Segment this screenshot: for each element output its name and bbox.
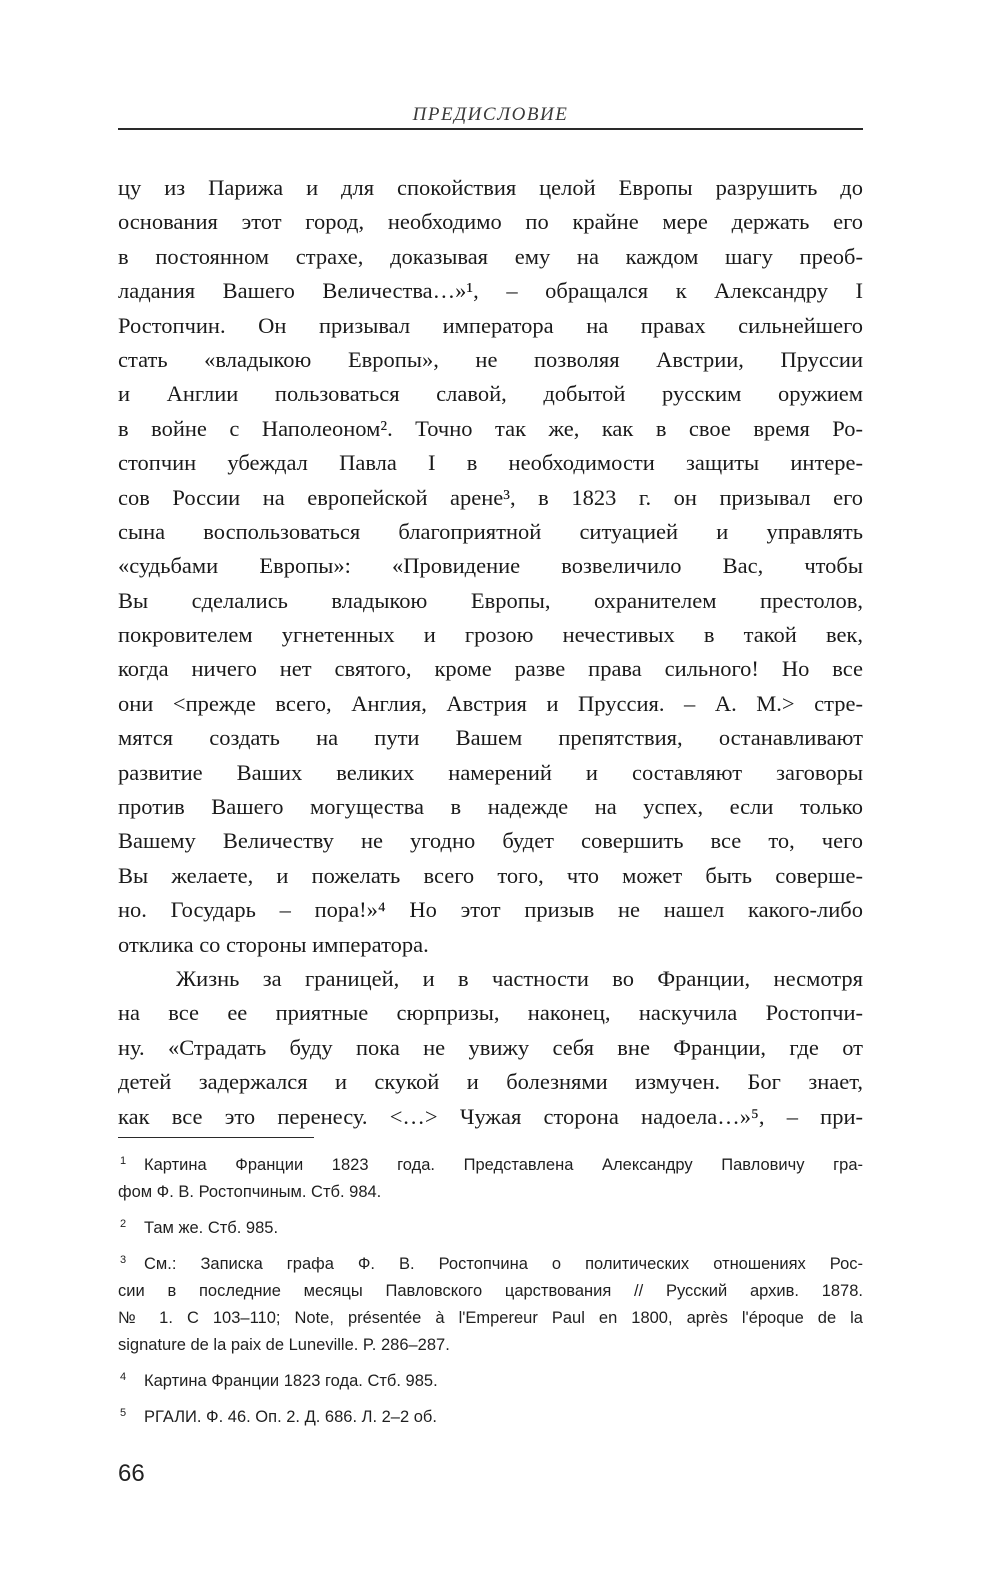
text-line: как все это перенесу. <…> Чужая сторона надоела…»⁵, – при- [118, 1103, 863, 1129]
footnote-5 [118, 1400, 863, 1431]
text-line: мятся создать на пути Вашем препятствия, останавливают [118, 725, 863, 751]
footnotes [118, 1148, 863, 1436]
footnote-text: сии в последние месяцы Павловского царствования // Русский архив. 1878. [118, 1282, 863, 1300]
footnote-number: 3 [120, 1254, 127, 1266]
text-line: развитие Ваших великих намерений и составляют заговоры [118, 759, 863, 785]
main-text [118, 171, 863, 1134]
text-line: на все ее приятные сюрпризы, наконец, наскучила Ростопчи- [118, 1000, 863, 1026]
text-line: в постоянном страхе, доказывая ему на каждом шагу преоб- [118, 243, 863, 269]
footnote-text: См.: Записка графа Ф. В. Ростопчина о политических отношениях Рос- [144, 1255, 863, 1273]
text-line: ну. «Страдать буду пока не увижу себя вне Франции, где от [118, 1034, 863, 1060]
text-line: ладания Вашего Величества…»¹, – обращался к Александру I [118, 278, 863, 304]
footnote-number: 4 [120, 1371, 127, 1383]
text-line: сов России на европейской арене³, в 1823 г. он призывал его [118, 484, 863, 510]
footnote-text: Картина Франции 1823 года. Представлена Александру Павловичу гра- [144, 1156, 863, 1174]
text-line: они <прежде всего, Англия, Австрия и Пруссия. – А. М.> стре- [118, 690, 863, 716]
footnote-4 [118, 1364, 863, 1395]
footnote-text: Картина Франции 1823 года. Стб. 985. [144, 1372, 438, 1390]
text-line: Вашему Величеству не угодно будет совершить все то, чего [118, 828, 863, 854]
text-line: «судьбами Европы»: «Провидение возвеличило Вас, чтобы [118, 553, 863, 579]
text-line: Вы сделались владыкою Европы, охранителем престолов, [118, 587, 863, 613]
text-line: но. Государь – пора!»⁴ Но этот призыв не нашел какого-либо [118, 897, 863, 923]
footnote-text: № 1. С 103–110; Note, présentée à l'Empereur Paul en 1800, après l'époque de la [118, 1309, 863, 1327]
running-head: ПРЕДИСЛОВИЕ [412, 104, 569, 125]
text-line: основания этот город, необходимо по крайне мере держать его [118, 209, 863, 235]
footnote-number: 1 [120, 1155, 127, 1167]
text-line: детей задержался и скукой и болезнями измучен. Бог знает, [118, 1069, 863, 1095]
text-line: Ростопчин. Он призывал императора на правах сильнейшего [118, 312, 863, 338]
footnote-text: signature de la paix de Luneville. P. 286–287. [118, 1336, 450, 1354]
text-line: Вы желаете, и пожелать всего того, что может быть соверше- [118, 862, 863, 888]
text-line: и Англии пользоваться славой, добытой русским оружием [118, 381, 863, 407]
footnote-text: РГАЛИ. Ф. 46. Оп. 2. Д. 686. Л. 2–2 об. [144, 1408, 437, 1426]
text-line: покровителем угнетенных и грозою нечестивых в такой век, [118, 622, 863, 648]
text-line: когда ничего нет святого, кроме разве права сильного! Но все [118, 656, 863, 682]
text-line: стать «владыкою Европы», не позволяя Австрии, Пруссии [118, 346, 863, 372]
header-rule [118, 128, 863, 130]
text-line: Жизнь за границей, и в частности во Франции, несмотря [176, 965, 863, 991]
footnote-rule [118, 1137, 314, 1138]
text-line: сына воспользоваться благоприятной ситуацией и управлять [118, 518, 863, 544]
footnote-2 [118, 1211, 863, 1242]
page-number: 66 [118, 1460, 145, 1487]
text-line: цу из Парижа и для спокойствия целой Европы разрушить до [118, 175, 863, 200]
text-line: стопчин убеждал Павла I в необходимости защиты интере- [118, 450, 863, 476]
footnote-text: Там же. Стб. 985. [144, 1219, 279, 1237]
text-line: отклика со стороны императора. [118, 931, 429, 957]
text-line: в войне с Наполеоном². Точно так же, как в свое время Ро- [118, 415, 863, 441]
footnote-number: 2 [120, 1218, 127, 1230]
footnote-1 [118, 1148, 863, 1206]
footnote-number: 5 [120, 1407, 127, 1419]
footnote-3 [118, 1247, 863, 1359]
text-line: против Вашего могущества в надежде на успех, если только [118, 794, 863, 820]
footnote-text: фом Ф. В. Ростопчиным. Стб. 984. [118, 1183, 382, 1201]
